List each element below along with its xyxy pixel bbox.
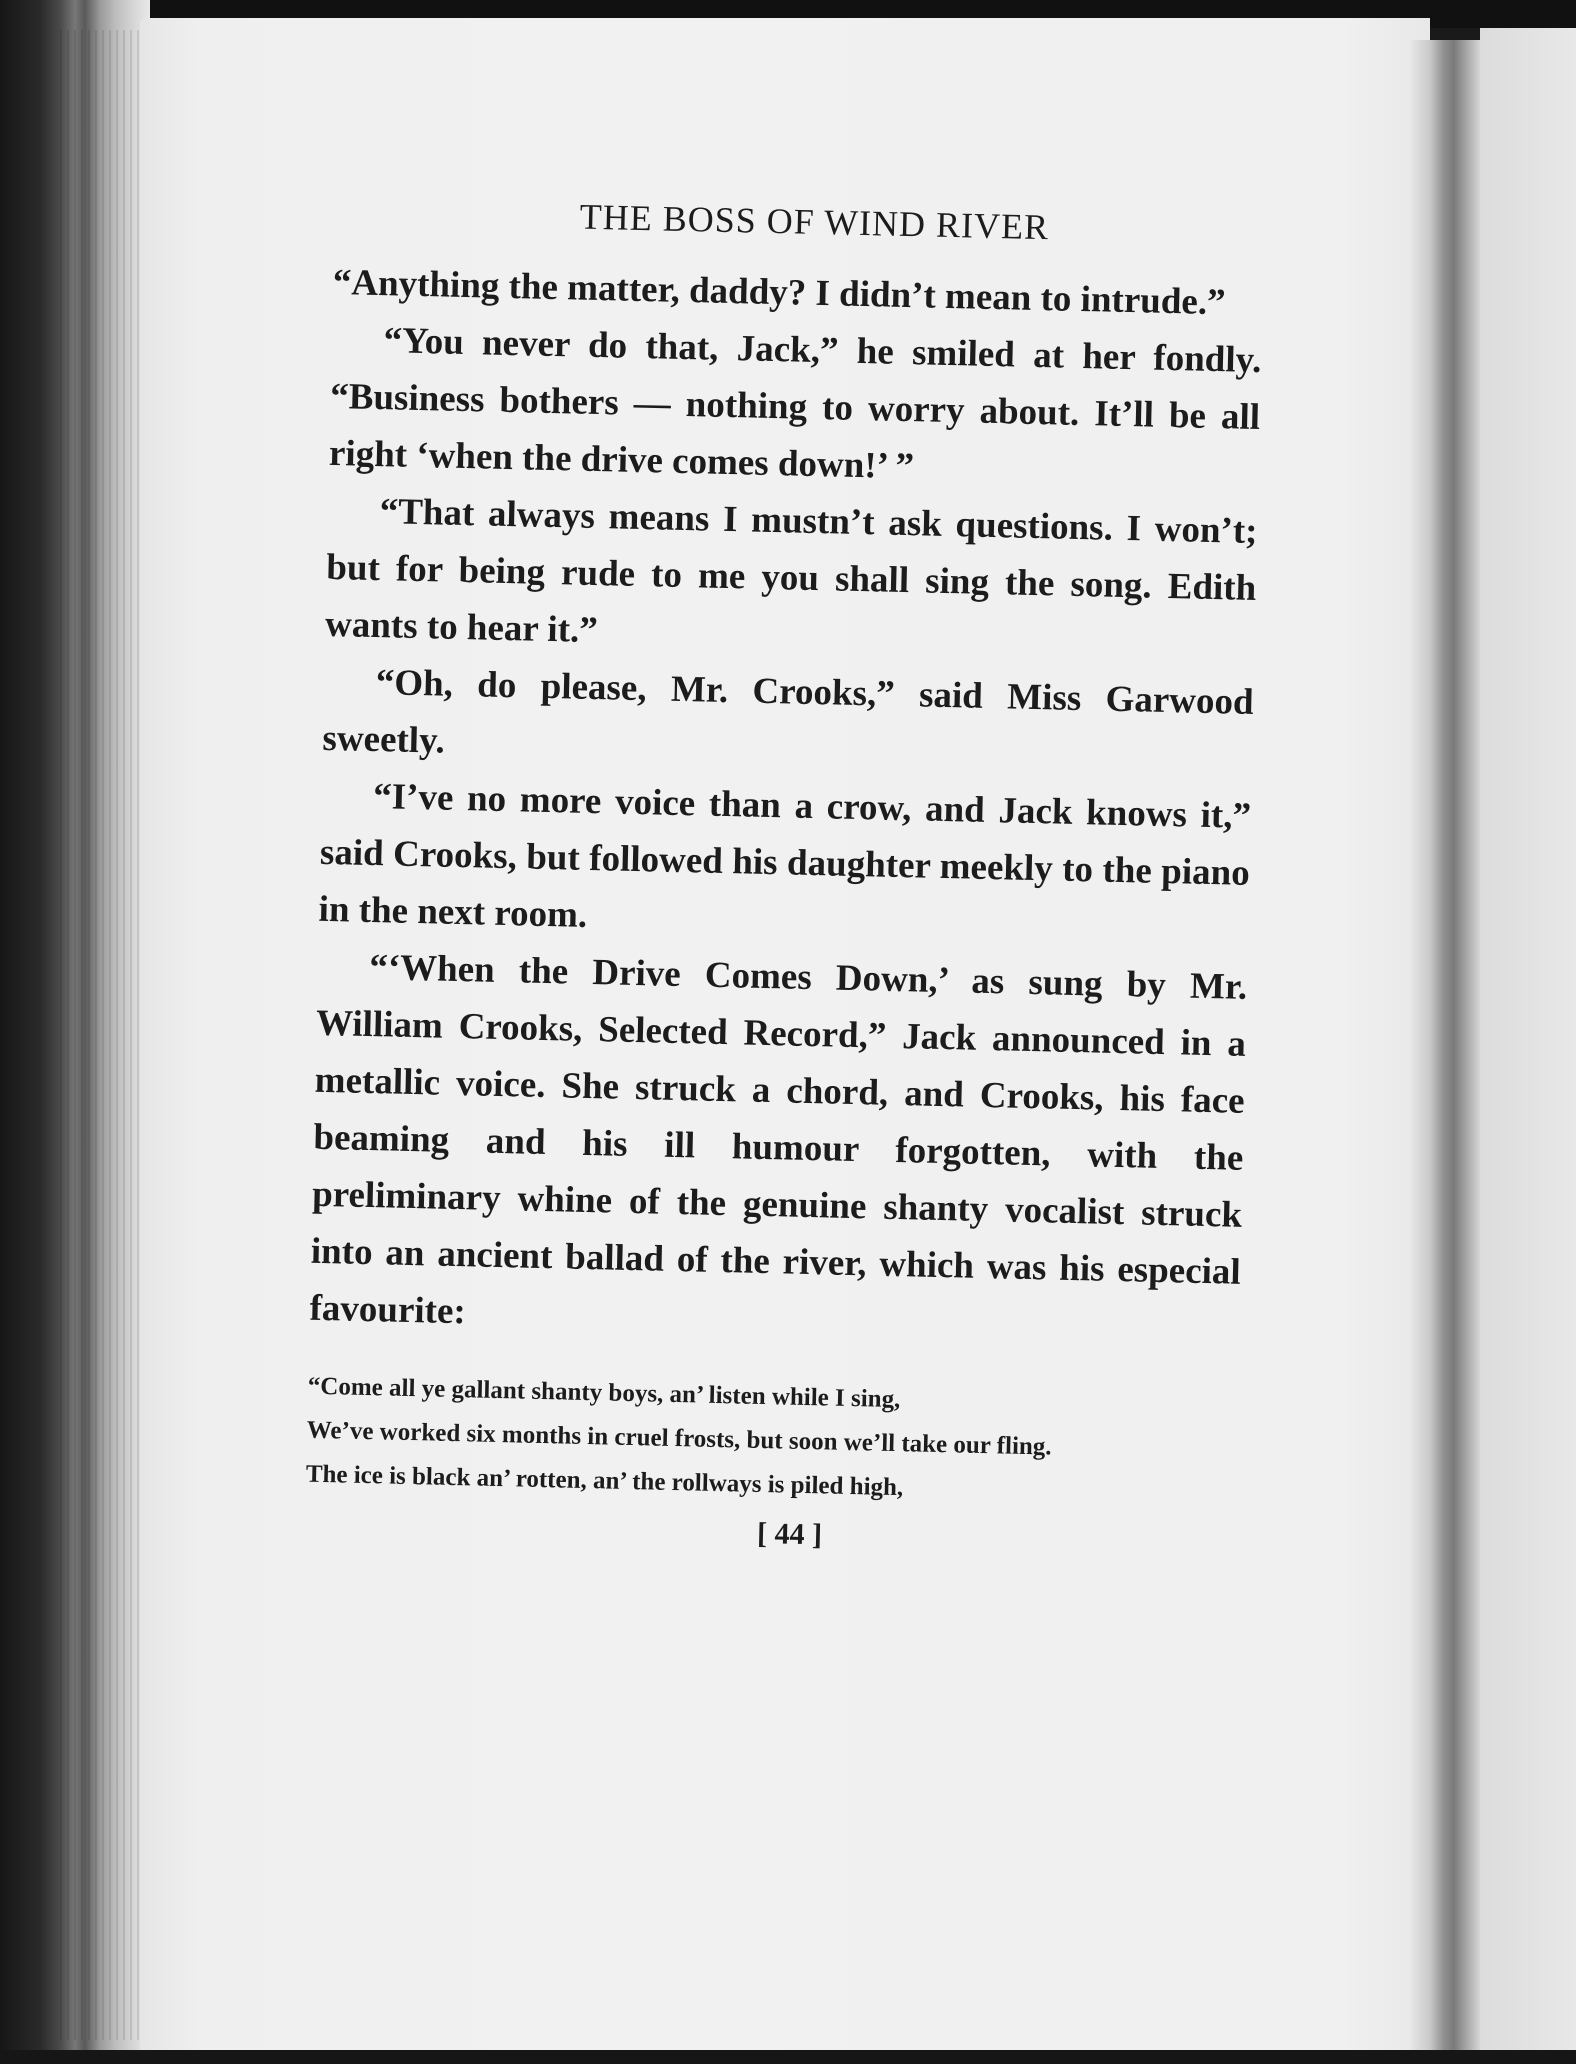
facing-page-edge [1480, 28, 1576, 2064]
paragraph: “Oh, do please, Mr. Crooks,” said Miss Garwood sweetly. [322, 662, 1255, 762]
page-number: [ 44 ] [756, 1516, 823, 1552]
verse-block [305, 1365, 1238, 1518]
book-gutter [1410, 40, 1480, 2050]
paragraph: “You never do that, Jack,” he smiled at her fondly. “Business bothers — nothing to worry about. It’ll be all right ‘when the drive comes down!’ ” [328, 320, 1262, 488]
paragraph: “I’ve no more voice than a crow, and Jack knows it,” said Crooks, but followed his daughter meekly to the piano in the next room. [318, 776, 1252, 936]
running-head: THE BOSS OF WIND RIVER [579, 196, 1050, 248]
page-stack-edges [60, 30, 140, 2040]
page-text-block [304, 190, 1264, 1562]
paragraph: “That always means I mustn’t ask questions. I won’t; but for being rude to me you shall sing the song. Edith wants to hear it.” [324, 491, 1258, 652]
paragraph: “‘When the Drive Comes Down,’ as sung by Mr. William Crooks, Selected Record,” Jack announced in a metallic voice. She struck a chord, and Crooks, his face beaming and his ill humour forgotten, with the preliminary whine of the genuine shanty vocalist struck into an ancient ballad of the river, which was his especial favourite: [309, 946, 1248, 1333]
scan-bottom-border [0, 2050, 1576, 2064]
verse-line: “Come all ye gallant shanty boys, an’ listen while I sing, [307, 1372, 901, 1414]
verse-line: The ice is black an’ rotten, an’ the rollways is piled high, [305, 1460, 904, 1502]
verse-line: We’ve worked six months in cruel frosts, but soon we’ll take our fling. [306, 1416, 1052, 1461]
paragraph: “Anything the matter, daddy? I didn’t mean to intrude.” [332, 261, 1227, 324]
